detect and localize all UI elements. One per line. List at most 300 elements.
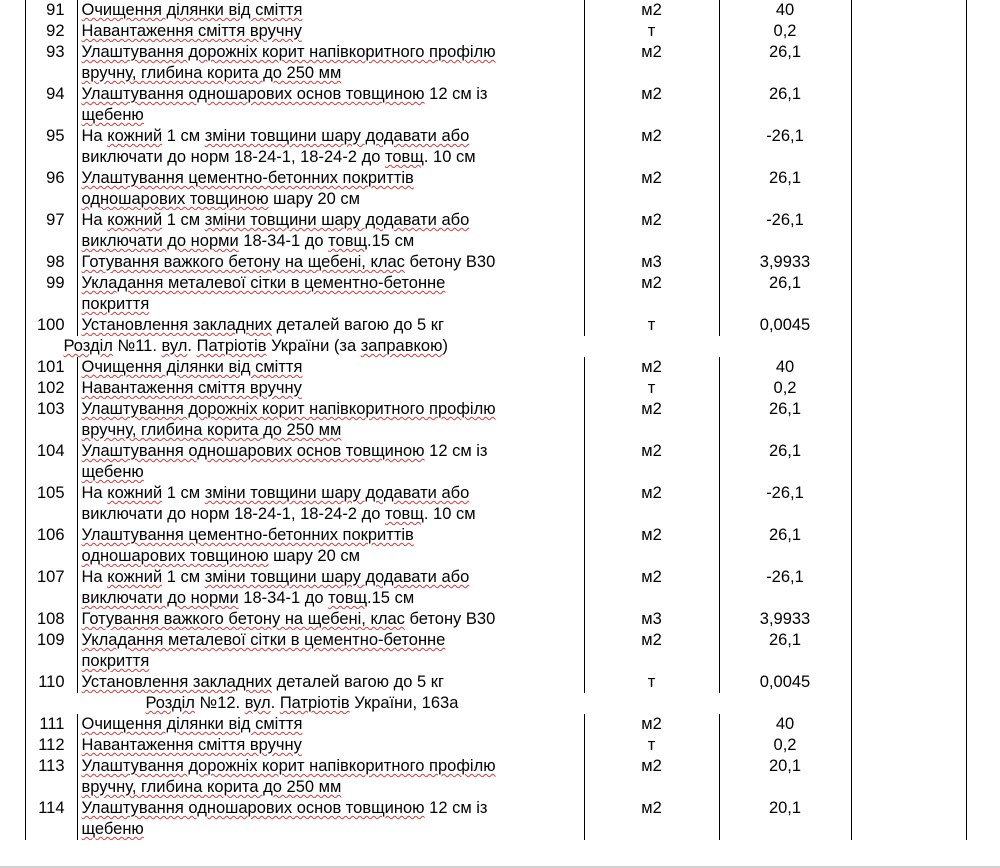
- spellcheck-text: вул: [161, 337, 188, 355]
- work-description: [77, 210, 584, 252]
- spellcheck-text: Улаштування дорожніх корит напівкоритного профілю: [81, 757, 496, 775]
- description-line: [82, 525, 584, 546]
- row-number: 113: [25, 756, 77, 798]
- row-number: 102: [25, 378, 77, 399]
- unit-cell: т: [584, 21, 719, 42]
- quantity-cell: -26,1: [719, 210, 851, 252]
- spellcheck-text: Улаштування одношарових основ товщиною: [81, 442, 425, 460]
- table-row: [0, 798, 1000, 840]
- description-line: [82, 483, 584, 504]
- row-number: 109: [25, 630, 77, 672]
- description-line: [82, 126, 584, 147]
- description-line: [82, 21, 584, 42]
- spellcheck-text: Готування важкого бетону на щебені, клас: [81, 253, 405, 271]
- quantity-cell: 3,9933: [719, 609, 851, 630]
- table-row: [0, 21, 1000, 42]
- spellcheck-text: щебеню: [81, 106, 144, 124]
- row-number: 108: [25, 609, 77, 630]
- unit-cell: м2: [584, 357, 719, 378]
- work-description: [77, 525, 584, 567]
- section-text: №12.: [194, 694, 245, 712]
- blank-cell: [0, 252, 25, 273]
- quantity-cell: 0,0045: [719, 672, 851, 693]
- work-description: [77, 42, 584, 84]
- row-number: 99: [25, 273, 77, 315]
- spellcheck-text: Патріотів: [196, 337, 267, 355]
- blank-cell: [0, 315, 25, 336]
- blank-cell: [0, 399, 25, 441]
- blank-cell: [0, 798, 25, 840]
- empty-cell: [966, 273, 1000, 315]
- blank-cell: [0, 693, 25, 714]
- spellcheck-text: Очищення ділянки від сміття: [81, 1, 303, 19]
- empty-cell: [851, 756, 966, 798]
- empty-cell: [851, 567, 966, 609]
- description-line: [82, 819, 584, 840]
- description-text: На: [81, 211, 108, 229]
- blank-cell: [0, 609, 25, 630]
- empty-cell: [851, 483, 966, 525]
- quantity-cell: 40: [719, 357, 851, 378]
- work-description: [77, 252, 584, 273]
- table-row: [0, 42, 1000, 84]
- row-number: 93: [25, 42, 77, 84]
- description-line: [82, 777, 584, 798]
- empty-cell: [966, 483, 1000, 525]
- work-description: [77, 714, 584, 735]
- spellcheck-text: кожний: [107, 211, 163, 229]
- spellcheck-text: вручну, глибина корита до 250 мм: [81, 64, 342, 82]
- quantity-cell: 40: [719, 714, 851, 735]
- description-text: шару 20 см: [268, 547, 360, 565]
- description-text: 1 см: [162, 127, 205, 145]
- description-line: [82, 0, 584, 21]
- table-row: [0, 252, 1000, 273]
- spellcheck-text: Навантаження сміття вручну: [81, 22, 302, 40]
- work-description: [77, 756, 584, 798]
- spellcheck-text: покриття: [81, 652, 150, 670]
- spellcheck-text: одношарових товщиною: [81, 190, 269, 208]
- quantity-cell: 3,9933: [719, 252, 851, 273]
- spellcheck-text: Улаштування дорожніх корит напівкоритного профілю: [81, 43, 496, 61]
- spellcheck-text: Очищення ділянки від сміття: [81, 715, 303, 733]
- description-text: виключати до норм 18-24-1, 18-24-2 до: [81, 505, 385, 523]
- row-number: 91: [25, 0, 77, 21]
- description-text: На: [81, 127, 108, 145]
- empty-cell: [966, 672, 1000, 693]
- blank-cell: [0, 210, 25, 252]
- table-row: [0, 567, 1000, 609]
- quantity-cell: 26,1: [719, 399, 851, 441]
- row-number: 94: [25, 84, 77, 126]
- empty-cell: [966, 798, 1000, 840]
- empty-cell: [966, 567, 1000, 609]
- unit-cell: м2: [584, 273, 719, 315]
- work-description: [77, 672, 584, 693]
- description-line: [82, 147, 584, 168]
- empty-cell: [851, 609, 966, 630]
- description-line: [82, 273, 584, 294]
- empty-cell: [851, 735, 966, 756]
- quantity-cell: 26,1: [719, 42, 851, 84]
- quantity-cell: 26,1: [719, 84, 851, 126]
- description-line: [82, 378, 584, 399]
- work-description: [77, 735, 584, 756]
- empty-cell: [966, 252, 1000, 273]
- table-row: [0, 210, 1000, 252]
- quantity-cell: 20,1: [719, 756, 851, 798]
- empty-cell: [851, 378, 966, 399]
- spellcheck-text: вручну, глибина корита до 250 мм: [81, 421, 342, 439]
- empty-cell: [851, 525, 966, 567]
- blank-cell: [0, 273, 25, 315]
- description-line: [82, 168, 584, 189]
- work-description: [77, 315, 584, 336]
- blank-cell: [0, 735, 25, 756]
- description-text: .15 см: [367, 232, 415, 250]
- unit-cell: м2: [584, 399, 719, 441]
- row-number: 104: [25, 441, 77, 483]
- unit-cell: м3: [584, 609, 719, 630]
- empty-cell: [851, 42, 966, 84]
- quantity-cell: -26,1: [719, 126, 851, 168]
- unit-cell: м2: [584, 42, 719, 84]
- table-row: [0, 525, 1000, 567]
- unit-cell: м2: [584, 525, 719, 567]
- description-line: [82, 651, 584, 672]
- section-text: України, 163а: [349, 694, 459, 712]
- section-heading: [25, 693, 851, 714]
- description-line: [82, 756, 584, 777]
- description-line: [82, 63, 584, 84]
- table-row: [0, 483, 1000, 525]
- empty-cell: [851, 126, 966, 168]
- description-text: . 10 см: [423, 505, 476, 523]
- row-number: 107: [25, 567, 77, 609]
- empty-cell: [851, 714, 966, 735]
- spellcheck-text: кожний: [107, 484, 163, 502]
- spellcheck-text: зміни товщини шару додавати або: [204, 484, 470, 502]
- spellcheck-text: товщ: [328, 232, 368, 250]
- description-line: [82, 798, 584, 819]
- work-description: [77, 357, 584, 378]
- table-row: [0, 756, 1000, 798]
- description-text: 18-34-1 до: [238, 589, 329, 607]
- description-line: [82, 504, 584, 525]
- row-number: 114: [25, 798, 77, 840]
- spellcheck-text: щебеню: [81, 463, 144, 481]
- unit-cell: м2: [584, 0, 719, 21]
- description-text: деталей вагою до 5 кг: [272, 316, 444, 334]
- empty-cell: [851, 693, 966, 714]
- empty-cell: [851, 315, 966, 336]
- spellcheck-text: Улаштування дорожніх корит напівкоритного профілю: [81, 400, 496, 418]
- row-number: 101: [25, 357, 77, 378]
- table-row: [0, 168, 1000, 210]
- spellcheck-text: зміни товщини шару додавати або: [204, 211, 470, 229]
- quantity-cell: 26,1: [719, 441, 851, 483]
- blank-cell: [0, 525, 25, 567]
- spellcheck-text: покриття: [81, 295, 150, 313]
- table-row: [0, 0, 1000, 21]
- empty-cell: [966, 336, 1000, 357]
- quantity-cell: 0,2: [719, 735, 851, 756]
- description-line: [82, 252, 584, 273]
- row-number: 100: [25, 315, 77, 336]
- empty-cell: [966, 609, 1000, 630]
- work-description: [77, 609, 584, 630]
- description-line: [82, 588, 584, 609]
- row-number: 97: [25, 210, 77, 252]
- empty-cell: [966, 0, 1000, 21]
- spellcheck-text: Очищення ділянки від сміття: [81, 358, 303, 376]
- quantity-cell: 26,1: [719, 168, 851, 210]
- unit-cell: т: [584, 735, 719, 756]
- section-row: [0, 336, 1000, 357]
- unit-cell: м3: [584, 252, 719, 273]
- empty-cell: [966, 315, 1000, 336]
- blank-cell: [0, 483, 25, 525]
- empty-cell: [851, 672, 966, 693]
- spellcheck-text: одношарових товщиною: [81, 547, 269, 565]
- description-text: 12 см із: [424, 442, 488, 460]
- spellcheck-text: виключати до норми: [81, 589, 239, 607]
- spellcheck-text: Укладання металевої сітки в цементно-бетонне: [81, 274, 446, 292]
- description-text: шару 20 см: [268, 190, 360, 208]
- table-row: [0, 357, 1000, 378]
- spellcheck-text: Улаштування одношарових основ товщиною: [81, 799, 425, 817]
- spellcheck-text: товщ: [328, 589, 368, 607]
- blank-cell: [0, 126, 25, 168]
- section-row: [0, 693, 1000, 714]
- row-number: 92: [25, 21, 77, 42]
- spellcheck-text: вручну, глибина корита до 250 мм: [81, 778, 342, 796]
- description-text: 12 см із: [424, 799, 488, 817]
- description-line: [82, 189, 584, 210]
- work-description: [77, 168, 584, 210]
- description-text: виключати до норм 18-24-1, 18-24-2 до: [81, 148, 385, 166]
- blank-cell: [0, 84, 25, 126]
- section-text: .: [187, 337, 197, 355]
- empty-cell: [966, 126, 1000, 168]
- spellcheck-text: зміни товщини шару додавати або: [204, 568, 470, 586]
- empty-cell: [851, 252, 966, 273]
- blank-cell: [0, 168, 25, 210]
- description-text: 1 см: [162, 568, 205, 586]
- spellcheck-text: Готування важкого бетону на щебені, клас: [81, 610, 405, 628]
- description-line: [82, 567, 584, 588]
- description-line: [82, 210, 584, 231]
- spellcheck-text: Навантаження сміття вручну: [81, 736, 302, 754]
- spellcheck-text: товщ: [384, 505, 424, 523]
- unit-cell: м2: [584, 441, 719, 483]
- spellcheck-text: вул: [244, 694, 271, 712]
- empty-cell: [851, 798, 966, 840]
- description-line: [82, 735, 584, 756]
- spellcheck-text: Розділ: [63, 337, 113, 355]
- table-row: [0, 126, 1000, 168]
- description-text: 1 см: [162, 484, 205, 502]
- blank-cell: [0, 672, 25, 693]
- unit-cell: м2: [584, 168, 719, 210]
- table-row: [0, 735, 1000, 756]
- quantity-cell: 26,1: [719, 273, 851, 315]
- row-number: 103: [25, 399, 77, 441]
- table-row: [0, 273, 1000, 315]
- empty-cell: [966, 210, 1000, 252]
- quantity-cell: 20,1: [719, 798, 851, 840]
- section-text: №11.: [112, 337, 162, 355]
- work-description: [77, 21, 584, 42]
- unit-cell: м2: [584, 84, 719, 126]
- table-row: [0, 609, 1000, 630]
- empty-cell: [851, 273, 966, 315]
- empty-cell: [966, 714, 1000, 735]
- work-description: [77, 567, 584, 609]
- blank-cell: [0, 336, 25, 357]
- empty-cell: [966, 630, 1000, 672]
- spellcheck-text: Улаштування одношарових основ товщиною: [81, 85, 425, 103]
- unit-cell: м2: [584, 630, 719, 672]
- work-description: [77, 798, 584, 840]
- blank-cell: [0, 441, 25, 483]
- quantity-cell: 0,2: [719, 378, 851, 399]
- spellcheck-text: заправкою: [360, 337, 443, 355]
- description-line: [82, 714, 584, 735]
- empty-cell: [966, 357, 1000, 378]
- description-line: [82, 315, 584, 336]
- description-text: 18-34-1 до: [238, 232, 329, 250]
- description-text: 12 см із: [424, 85, 488, 103]
- empty-cell: [851, 168, 966, 210]
- empty-cell: [966, 84, 1000, 126]
- quantity-cell: -26,1: [719, 483, 851, 525]
- unit-cell: м2: [584, 483, 719, 525]
- description-text: бетону В30: [404, 610, 496, 628]
- table-row: [0, 399, 1000, 441]
- unit-cell: т: [584, 378, 719, 399]
- quantity-cell: 26,1: [719, 525, 851, 567]
- description-text: .15 см: [367, 589, 415, 607]
- spellcheck-text: Установлення закладних: [81, 316, 273, 334]
- spellcheck-text: Патріотів: [279, 694, 350, 712]
- section-heading: [25, 336, 851, 357]
- description-text: На: [81, 484, 108, 502]
- spellcheck-text: зміни товщини шару додавати або: [204, 127, 470, 145]
- table-row: [0, 630, 1000, 672]
- description-line: [82, 420, 584, 441]
- quantity-cell: 0,2: [719, 21, 851, 42]
- blank-cell: [0, 630, 25, 672]
- work-description: [77, 273, 584, 315]
- row-number: 105: [25, 483, 77, 525]
- spellcheck-text: Улаштування цементно-бетонних покриттів: [81, 526, 414, 544]
- empty-cell: [851, 336, 966, 357]
- description-line: [82, 399, 584, 420]
- description-text: На: [81, 568, 108, 586]
- work-description: [77, 84, 584, 126]
- blank-cell: [0, 42, 25, 84]
- row-number: 112: [25, 735, 77, 756]
- spellcheck-text: щебеню: [81, 820, 144, 838]
- work-description: [77, 630, 584, 672]
- section-text: України (за: [266, 337, 361, 355]
- empty-cell: [966, 168, 1000, 210]
- spellcheck-text: Розділ: [145, 694, 195, 712]
- empty-cell: [851, 357, 966, 378]
- spellcheck-text: виключати до норми: [81, 232, 239, 250]
- work-description: [77, 483, 584, 525]
- description-line: [82, 84, 584, 105]
- blank-cell: [0, 21, 25, 42]
- empty-cell: [966, 399, 1000, 441]
- table-row: [0, 84, 1000, 126]
- description-line: [82, 441, 584, 462]
- work-description: [77, 399, 584, 441]
- work-description: [77, 378, 584, 399]
- section-text: .: [270, 694, 280, 712]
- spellcheck-text: кожний: [107, 127, 163, 145]
- unit-cell: м2: [584, 210, 719, 252]
- description-line: [82, 42, 584, 63]
- spellcheck-text: Улаштування цементно-бетонних покриттів: [81, 169, 414, 187]
- empty-cell: [966, 378, 1000, 399]
- quantity-cell: 26,1: [719, 630, 851, 672]
- description-line: [82, 630, 584, 651]
- unit-cell: т: [584, 315, 719, 336]
- empty-cell: [966, 735, 1000, 756]
- empty-cell: [851, 84, 966, 126]
- section-text: ): [442, 337, 448, 355]
- spellcheck-text: товщ: [384, 148, 424, 166]
- description-line: [82, 105, 584, 126]
- description-text: деталей вагою до 5 кг: [272, 673, 444, 691]
- unit-cell: м2: [584, 567, 719, 609]
- empty-cell: [966, 441, 1000, 483]
- empty-cell: [851, 399, 966, 441]
- empty-cell: [851, 21, 966, 42]
- blank-cell: [0, 756, 25, 798]
- table-row: [0, 315, 1000, 336]
- work-description: [77, 0, 584, 21]
- unit-cell: м2: [584, 126, 719, 168]
- description-text: бетону В30: [404, 253, 496, 271]
- blank-cell: [0, 378, 25, 399]
- table-row: [0, 441, 1000, 483]
- work-description: [77, 441, 584, 483]
- empty-cell: [851, 630, 966, 672]
- description-line: [82, 546, 584, 567]
- unit-cell: м2: [584, 798, 719, 840]
- row-number: 111: [25, 714, 77, 735]
- row-number: 96: [25, 168, 77, 210]
- blank-cell: [0, 714, 25, 735]
- unit-cell: м2: [584, 756, 719, 798]
- empty-cell: [851, 210, 966, 252]
- description-text: 1 см: [162, 211, 205, 229]
- unit-cell: т: [584, 672, 719, 693]
- description-line: [82, 672, 584, 693]
- empty-cell: [851, 441, 966, 483]
- blank-cell: [0, 0, 25, 21]
- spellcheck-text: Установлення закладних: [81, 673, 273, 691]
- spellcheck-text: кожний: [107, 568, 163, 586]
- description-line: [82, 609, 584, 630]
- spellcheck-text: Навантаження сміття вручну: [81, 379, 302, 397]
- blank-cell: [0, 567, 25, 609]
- description-line: [82, 231, 584, 252]
- description-line: [82, 294, 584, 315]
